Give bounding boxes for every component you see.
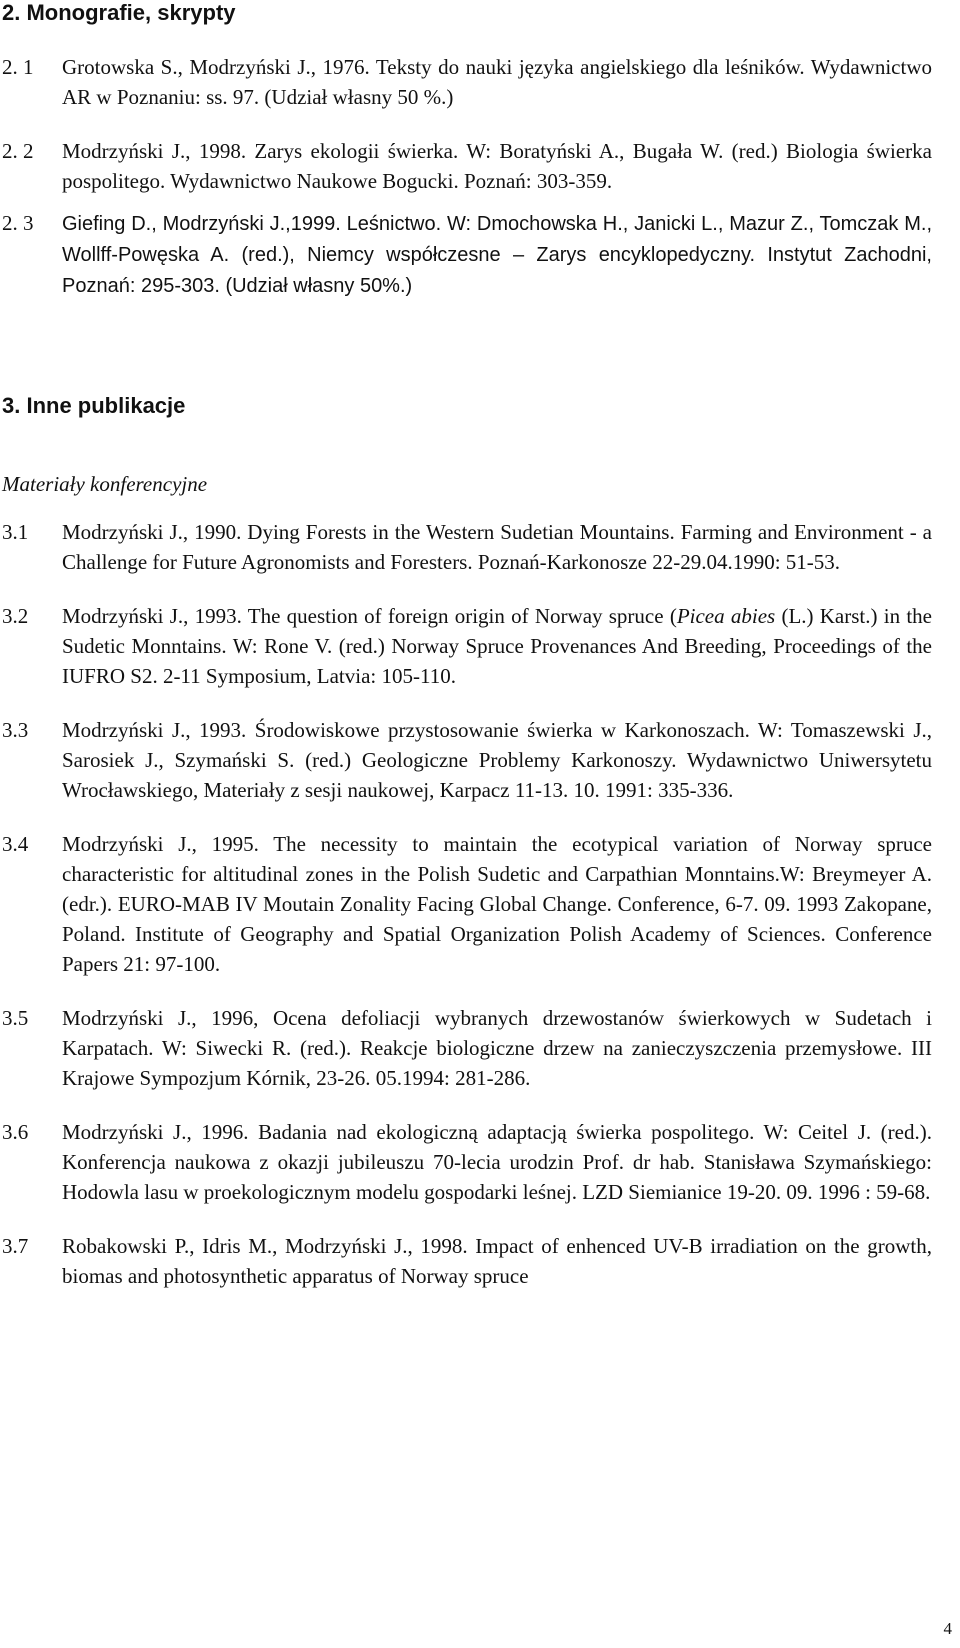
page-number: 4	[943, 1619, 952, 1638]
entry-text: Modrzyński J., 1996. Badania nad ekologiczną adaptacją świerka pospolitego. W: Ceitel J. (red.). Konferencja naukowa z okazji jubileuszu 70-lecia urodzin Prof. dr hab. Stanisława Szymańskiego: Hodowla lasu w proekologicznym modelu gospodarki leśnej. LZD Siemianice 19-20. 09. 1996 : 59-68.	[62, 1120, 932, 1204]
entry-2-1	[2, 52, 932, 112]
entry-2-3	[2, 208, 932, 301]
entry-text-part: Giefing D., Modrzyński J.,1999.	[62, 213, 341, 235]
entry-3-1	[2, 517, 932, 577]
entry-number: 3.3	[2, 718, 29, 742]
entry-text: Modrzyński J., 1998. Zarys ekologii świerka. W: Boratyński A., Bugała W. (red.) Biologia świerka pospolitego. Wydawnictwo Naukowe Bogucki. Poznań: 303-359.	[62, 139, 932, 193]
section-3-heading: 3. Inne publikacje	[2, 393, 186, 418]
entry-3-5	[2, 1003, 932, 1093]
entry-number: 2. 1	[2, 55, 34, 79]
entry-text: Modrzyński J., 1995. The necessity to maintain the ecotypical variation of Norway spruce characteristic for altitudinal zones in the Polish Sudetic and Carpathian Monntains.W: Breymeyer A. (edr.). EURO-MAB IV Moutain Zonality Facing Global Change. Conference, 6-7. 09. 1993 Zakopane, Poland. Institute of Geography and Spatial Organization Polish Academy of Sciences. Conference Papers 21: 97-100.	[62, 832, 932, 976]
entry-text: Grotowska S., Modrzyński J., 1976. Teksty do nauki języka angielskiego dla leśników. Wydawnictwo AR w Poznaniu: ss. 97. (Udział własny 50 %.)	[62, 55, 932, 109]
entry-number: 3.4	[2, 832, 29, 856]
entry-number: 2. 3	[2, 211, 34, 235]
entry-text	[62, 601, 932, 691]
section-2-heading: 2. Monografie, skrypty	[2, 0, 236, 25]
entry-3-4	[2, 829, 932, 979]
entry-text-part: Leśnictwo. W: Dmochowska H., Janicki L., Mazur Z., Tomczak M., Wollff-Powęska A. (red.), Niemcy współczesne – Zarys encyklopedyczny. Instytut Zachodni, Poznań: 295-303. (Udział własny 50%.)	[62, 213, 933, 297]
entry-number: 3.6	[2, 1120, 29, 1144]
entry-3-3	[2, 715, 932, 805]
entry-text: Modrzyński J., 1993. Środowiskowe przystosowanie świerka w Karkonoszach. W: Tomaszewski J., Sarosiek J., Szymański S. (red.) Geologiczne Problemy Karkonoszy. Wydawnictwo Uniwersytetu Wrocławskiego, Materiały z sesji naukowej, Karpacz 11-13. 10. 1991: 335-336.	[62, 718, 932, 802]
entry-number: 2. 2	[2, 139, 34, 163]
section-3-subheading: Materiały konferencyjne	[2, 472, 208, 496]
entry-text: Robakowski P., Idris M., Modrzyński J., 1998. Impact of enhenced UV-B irradiation on the growth, biomas and photosynthetic apparatus of Norway spruce	[62, 1234, 932, 1288]
entry-text: Modrzyński J., 1990. Dying Forests in the Western Sudetian Mountains. Farming and Environment - a Challenge for Future Agronomists and Foresters. Poznań-Karkonosze 22-29.04.1990: 51-53.	[62, 520, 932, 574]
entry-text-part: Modrzyński J., 1993. The question of foreign origin of Norway spruce (	[62, 604, 677, 628]
entry-number: 3.1	[2, 520, 29, 544]
entry-2-2	[2, 136, 932, 196]
entry-number: 3.7	[2, 1234, 29, 1258]
entry-number: 3.2	[2, 604, 29, 628]
entry-text: Modrzyński J., 1996, Ocena defoliacji wybranych drzewostanów świerkowych w Sudetach i Karpatach. W: Siwecki R. (red.). Reakcje biologiczne drzew na zanieczyszczenia przemysłowe. III Krajowe Sympozjum Kórnik, 23-26. 05.1994: 281-286.	[62, 1006, 932, 1090]
entry-3-2	[2, 601, 932, 691]
entry-text-part: (L.) Karst.) in the Sudetic Monntains. W: Rone V. (red.) Norway Spruce Provenances And Breeding, Proceedings of the IUFRO S2. 2-11 Symposium, Latvia: 105-110.	[62, 604, 932, 688]
entry-number: 3.5	[2, 1006, 29, 1030]
entry-3-6	[2, 1117, 932, 1207]
entry-3-7	[2, 1231, 932, 1291]
species-name: Picea abies	[676, 604, 776, 628]
entry-text	[62, 208, 932, 301]
document-page	[2, 0, 932, 1291]
